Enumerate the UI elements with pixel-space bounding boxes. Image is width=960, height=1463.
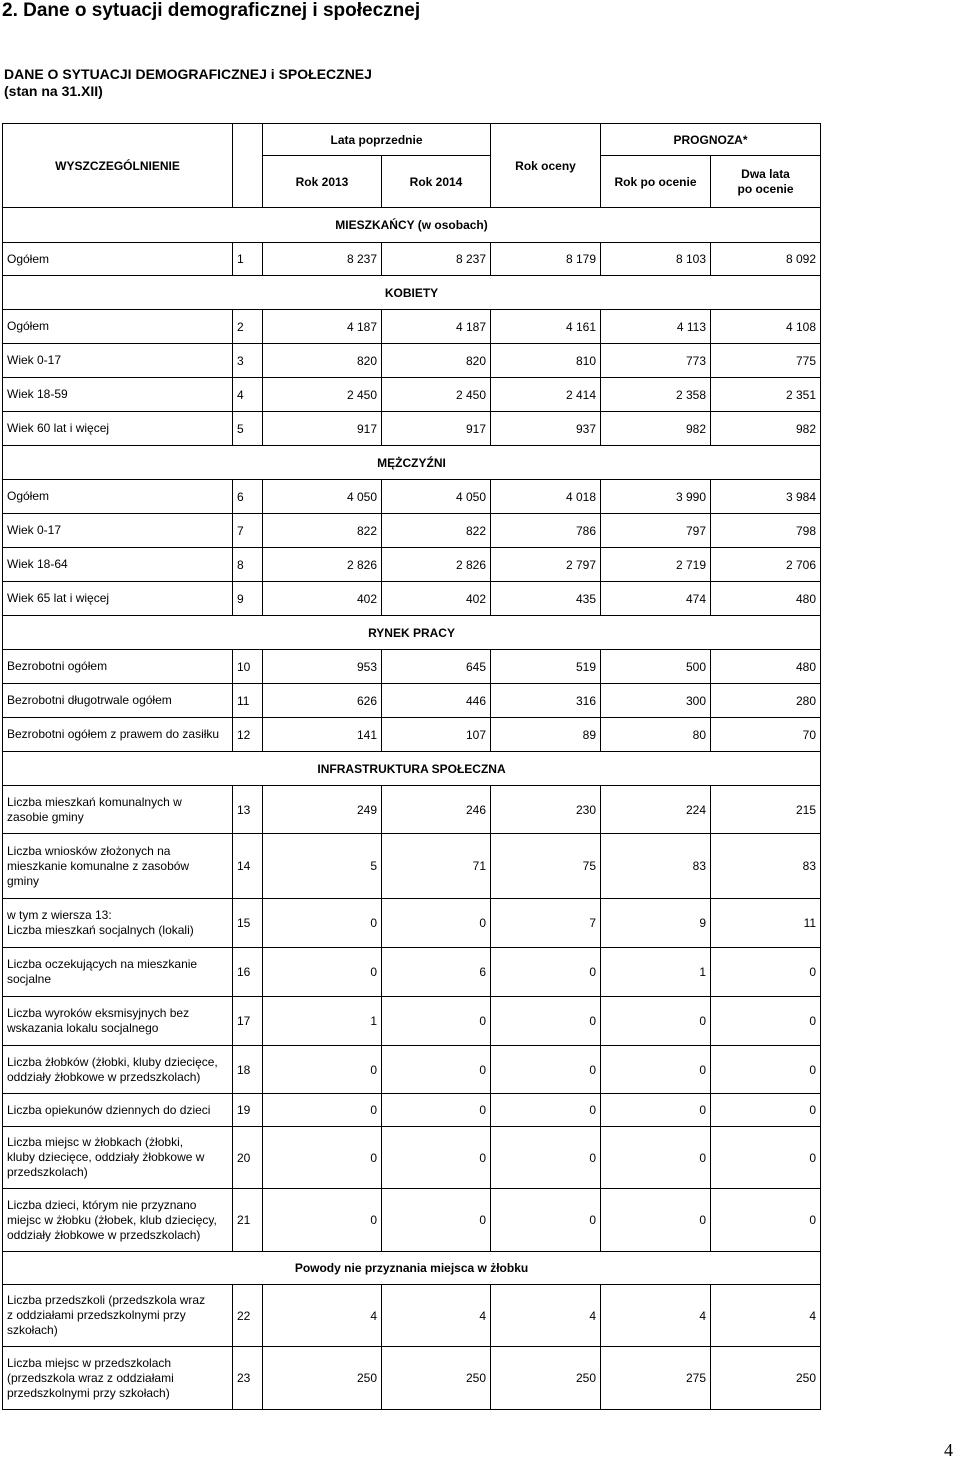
row-label-line: w tym z wiersza 13: (7, 908, 112, 922)
value-cell: 0 (601, 1127, 711, 1189)
value-cell: 4 018 (491, 480, 601, 514)
value-cell: 2 351 (711, 378, 821, 412)
value-cell: 0 (601, 1046, 711, 1094)
value-cell: 474 (601, 582, 711, 616)
value-cell: 2 719 (601, 548, 711, 582)
row-number: 3 (233, 344, 263, 378)
header-dwa-lata-line2: po ocenie (737, 181, 794, 196)
row-number: 2 (233, 310, 263, 344)
row-label: Wiek 0-17 (3, 514, 233, 548)
value-cell: 982 (601, 412, 711, 446)
value-cell: 0 (491, 997, 601, 1046)
value-cell: 250 (382, 1347, 491, 1410)
value-cell: 0 (263, 1046, 382, 1094)
value-cell: 0 (711, 997, 821, 1046)
row-label-line: Liczba mieszkań socjalnych (lokali) (7, 923, 194, 937)
row-label: Wiek 18-59 (3, 378, 233, 412)
value-cell: 8 237 (263, 243, 382, 276)
section-row (3, 208, 821, 243)
value-cell: 4 (263, 1285, 382, 1347)
row-number: 11 (233, 684, 263, 718)
section-row (3, 276, 821, 310)
value-cell: 224 (601, 786, 711, 834)
value-cell: 0 (382, 1046, 491, 1094)
value-cell: 786 (491, 514, 601, 548)
row-number: 8 (233, 548, 263, 582)
row-number: 22 (233, 1285, 263, 1347)
row-label-line: Liczba dzieci, którym nie przyznano (7, 1197, 197, 1212)
value-cell: 0 (491, 1094, 601, 1127)
row-label-line: zasobie gminy (7, 809, 84, 824)
value-cell: 316 (491, 684, 601, 718)
row-label (3, 1046, 233, 1094)
value-cell: 0 (382, 1189, 491, 1252)
row-number: 16 (233, 948, 263, 997)
value-cell: 71 (382, 834, 491, 899)
row-label-line: Liczba wniosków złożonych na (7, 843, 171, 858)
value-cell: 280 (711, 684, 821, 718)
value-cell: 80 (601, 718, 711, 752)
value-cell: 3 990 (601, 480, 711, 514)
value-cell: 917 (382, 412, 491, 446)
row-number: 21 (233, 1189, 263, 1252)
row-label-line: miejsc w żłobku (żłobek, klub dziecięcy, (7, 1212, 217, 1227)
row-label (3, 834, 233, 899)
row-label-line: oddziały żłobkowe w przedszkolach) (7, 1227, 201, 1242)
row-number: 15 (233, 899, 263, 948)
table-row (3, 378, 821, 412)
row-label-line: mieszkanie komunalne z zasobów (7, 858, 190, 873)
row-label-line: szkołach) (7, 1323, 58, 1337)
row-number: 13 (233, 786, 263, 834)
table-row (3, 1347, 821, 1410)
table-row (3, 1046, 821, 1094)
row-label-line: gminy (7, 873, 40, 888)
row-label-line: oddziały żłobkowe w przedszkolach) (7, 1069, 201, 1084)
table-row (3, 684, 821, 718)
value-cell: 8 179 (491, 243, 601, 276)
value-cell: 798 (711, 514, 821, 548)
row-label-line: Liczba mieszkań komunalnych w (7, 794, 182, 809)
row-number: 18 (233, 1046, 263, 1094)
row-label (3, 1347, 233, 1410)
row-number: 14 (233, 834, 263, 899)
value-cell: 8 103 (601, 243, 711, 276)
value-cell: 4 187 (382, 310, 491, 344)
value-cell: 246 (382, 786, 491, 834)
value-cell: 446 (382, 684, 491, 718)
header-rok-oceny: Rok oceny (491, 124, 601, 208)
value-cell: 4 (601, 1285, 711, 1347)
row-number: 4 (233, 378, 263, 412)
row-label: Wiek 18-64 (3, 548, 233, 582)
value-cell: 822 (382, 514, 491, 548)
row-number: 12 (233, 718, 263, 752)
header-rok-2014: Rok 2014 (382, 156, 491, 208)
value-cell: 2 706 (711, 548, 821, 582)
row-label: Wiek 60 lat i więcej (3, 412, 233, 446)
header-prognoza: PROGNOZA* (601, 124, 821, 156)
table-row (3, 948, 821, 997)
value-cell: 275 (601, 1347, 711, 1410)
value-cell: 250 (711, 1347, 821, 1410)
value-cell: 0 (711, 1046, 821, 1094)
value-cell: 953 (263, 650, 382, 684)
value-cell: 0 (382, 1127, 491, 1189)
value-cell: 4 161 (491, 310, 601, 344)
section-title: MĘŻCZYŹNI (3, 446, 821, 480)
demographic-table (2, 123, 821, 1410)
row-label-line: Liczba przedszkoli (przedszkola wraz (7, 1293, 206, 1307)
row-number: 7 (233, 514, 263, 548)
row-label (3, 997, 233, 1046)
section-row (3, 752, 821, 786)
table-row (3, 480, 821, 514)
header-lata-poprzednie: Lata poprzednie (263, 124, 491, 156)
row-label (3, 1127, 233, 1189)
value-cell: 0 (601, 997, 711, 1046)
value-cell: 626 (263, 684, 382, 718)
row-label-line: wskazania lokalu socjalnego (7, 1021, 159, 1035)
value-cell: 480 (711, 650, 821, 684)
value-cell: 89 (491, 718, 601, 752)
value-cell: 6 (382, 948, 491, 997)
page-heading: 2. Dane o sytuacji demograficznej i społecznej (2, 0, 421, 21)
table-row (3, 899, 821, 948)
header-wyszczegolnienie: WYSZCZEGÓLNIENIE (3, 124, 233, 208)
value-cell: 0 (263, 1189, 382, 1252)
value-cell: 402 (382, 582, 491, 616)
value-cell: 2 450 (263, 378, 382, 412)
table-row (3, 1285, 821, 1347)
value-cell: 0 (263, 899, 382, 948)
section-row (3, 446, 821, 480)
value-cell: 773 (601, 344, 711, 378)
value-cell: 11 (711, 899, 821, 948)
value-cell: 9 (601, 899, 711, 948)
row-number: 20 (233, 1127, 263, 1189)
table-row (3, 1189, 821, 1252)
table-row (3, 548, 821, 582)
value-cell: 8 237 (382, 243, 491, 276)
value-cell: 917 (263, 412, 382, 446)
row-label: Ogółem (3, 480, 233, 514)
header-rok-2013: Rok 2013 (263, 156, 382, 208)
value-cell: 4 050 (382, 480, 491, 514)
table-row (3, 997, 821, 1046)
value-cell: 2 414 (491, 378, 601, 412)
value-cell: 0 (263, 1094, 382, 1127)
value-cell: 2 450 (382, 378, 491, 412)
value-cell: 775 (711, 344, 821, 378)
value-cell: 2 358 (601, 378, 711, 412)
row-label (3, 899, 233, 948)
value-cell: 5 (263, 834, 382, 899)
row-label: Ogółem (3, 243, 233, 276)
value-cell: 0 (263, 1127, 382, 1189)
row-label (3, 786, 233, 834)
value-cell: 402 (263, 582, 382, 616)
value-cell: 4 (711, 1285, 821, 1347)
header-dwa-lata-line1: Dwa lata (741, 166, 790, 181)
row-label: Bezrobotni długotrwale ogółem (3, 684, 233, 718)
value-cell: 1 (263, 997, 382, 1046)
value-cell: 300 (601, 684, 711, 718)
header-rok-po-ocenie: Rok po ocenie (601, 156, 711, 208)
row-number: 6 (233, 480, 263, 514)
table-row (3, 650, 821, 684)
row-label: Bezrobotni ogółem (3, 650, 233, 684)
value-cell: 0 (491, 1189, 601, 1252)
row-label-line: socjalne (7, 972, 52, 986)
value-cell: 0 (711, 1094, 821, 1127)
value-cell: 0 (263, 948, 382, 997)
value-cell: 0 (491, 1127, 601, 1189)
value-cell: 0 (601, 1094, 711, 1127)
row-number: 10 (233, 650, 263, 684)
row-label: Bezrobotni ogółem z prawem do zasiłku (3, 718, 233, 752)
value-cell: 0 (711, 1127, 821, 1189)
table-row (3, 344, 821, 378)
value-cell: 75 (491, 834, 601, 899)
document-title-line2: (stan na 31.XII) (4, 83, 103, 99)
value-cell: 0 (382, 1094, 491, 1127)
value-cell: 3 984 (711, 480, 821, 514)
document-title (4, 66, 372, 100)
value-cell: 0 (491, 948, 601, 997)
row-label-line: Liczba miejsc w żłobkach (żłobki, (7, 1135, 184, 1149)
value-cell: 4 (491, 1285, 601, 1347)
value-cell: 83 (601, 834, 711, 899)
value-cell: 1 (601, 948, 711, 997)
value-cell: 982 (711, 412, 821, 446)
table-row (3, 582, 821, 616)
table-row (3, 514, 821, 548)
header-dwa-lata (711, 156, 821, 208)
header-empty-cell (233, 124, 263, 208)
value-cell: 500 (601, 650, 711, 684)
value-cell: 70 (711, 718, 821, 752)
value-cell: 0 (601, 1189, 711, 1252)
value-cell: 822 (263, 514, 382, 548)
row-label: Wiek 0-17 (3, 344, 233, 378)
value-cell: 480 (711, 582, 821, 616)
table-row (3, 412, 821, 446)
value-cell: 250 (263, 1347, 382, 1410)
value-cell: 0 (711, 1189, 821, 1252)
row-label-line: Liczba miejsc w przedszkolach (7, 1355, 172, 1370)
value-cell: 820 (382, 344, 491, 378)
row-label-line: kluby dziecięce, oddziały żłobkowe w (7, 1150, 205, 1164)
value-cell: 4 (382, 1285, 491, 1347)
row-label: Wiek 65 lat i więcej (3, 582, 233, 616)
value-cell: 820 (263, 344, 382, 378)
row-label-line: przedszkolach) (7, 1165, 88, 1179)
value-cell: 645 (382, 650, 491, 684)
row-number: 5 (233, 412, 263, 446)
row-label-line: Liczba żłobków (żłobki, kluby dziecięce, (7, 1054, 218, 1069)
value-cell: 141 (263, 718, 382, 752)
section-row (3, 616, 821, 650)
value-cell: 8 092 (711, 243, 821, 276)
row-label-line: Liczba wyroków eksmisyjnych bez (7, 1006, 190, 1020)
value-cell: 4 050 (263, 480, 382, 514)
section-title: Powody nie przyznania miejsca w żłobku (3, 1252, 821, 1285)
table-row (3, 1127, 821, 1189)
section-title: RYNEK PRACY (3, 616, 821, 650)
row-number: 19 (233, 1094, 263, 1127)
row-label: Ogółem (3, 310, 233, 344)
value-cell: 230 (491, 786, 601, 834)
table-row (3, 310, 821, 344)
value-cell: 107 (382, 718, 491, 752)
table-row (3, 1094, 821, 1127)
section-title: MIESZKAŃCY (w osobach) (3, 208, 821, 243)
document-title-line1: DANE O SYTUACJI DEMOGRAFICZNEJ i SPOŁECZNEJ (4, 66, 372, 82)
section-title: INFRASTRUKTURA SPOŁECZNA (3, 752, 821, 786)
section-title: KOBIETY (3, 276, 821, 310)
row-number: 9 (233, 582, 263, 616)
value-cell: 435 (491, 582, 601, 616)
value-cell: 0 (711, 948, 821, 997)
section-row (3, 1252, 821, 1285)
value-cell: 250 (491, 1347, 601, 1410)
table-row (3, 786, 821, 834)
row-label-line: Liczba oczekujących na mieszkanie (7, 957, 198, 971)
value-cell: 4 187 (263, 310, 382, 344)
row-label-line: z oddziałami przedszkolnymi przy (7, 1308, 186, 1322)
page-number: 4 (944, 1440, 953, 1460)
table-row (3, 718, 821, 752)
value-cell: 7 (491, 899, 601, 948)
row-label-line: przedszkolnymi przy szkołach) (7, 1385, 170, 1400)
value-cell: 83 (711, 834, 821, 899)
value-cell: 4 108 (711, 310, 821, 344)
value-cell: 215 (711, 786, 821, 834)
row-label (3, 1189, 233, 1252)
row-number: 23 (233, 1347, 263, 1410)
value-cell: 519 (491, 650, 601, 684)
table-row (3, 243, 821, 276)
value-cell: 2 826 (382, 548, 491, 582)
row-label (3, 948, 233, 997)
row-label (3, 1285, 233, 1347)
table-row (3, 834, 821, 899)
row-number: 17 (233, 997, 263, 1046)
value-cell: 937 (491, 412, 601, 446)
value-cell: 0 (491, 1046, 601, 1094)
row-number: 1 (233, 243, 263, 276)
value-cell: 4 113 (601, 310, 711, 344)
value-cell: 2 797 (491, 548, 601, 582)
row-label-line: (przedszkola wraz z oddziałami (7, 1370, 174, 1385)
value-cell: 0 (382, 899, 491, 948)
value-cell: 0 (382, 997, 491, 1046)
value-cell: 810 (491, 344, 601, 378)
value-cell: 249 (263, 786, 382, 834)
value-cell: 2 826 (263, 548, 382, 582)
value-cell: 797 (601, 514, 711, 548)
row-label: Liczba opiekunów dziennych do dzieci (3, 1094, 233, 1127)
